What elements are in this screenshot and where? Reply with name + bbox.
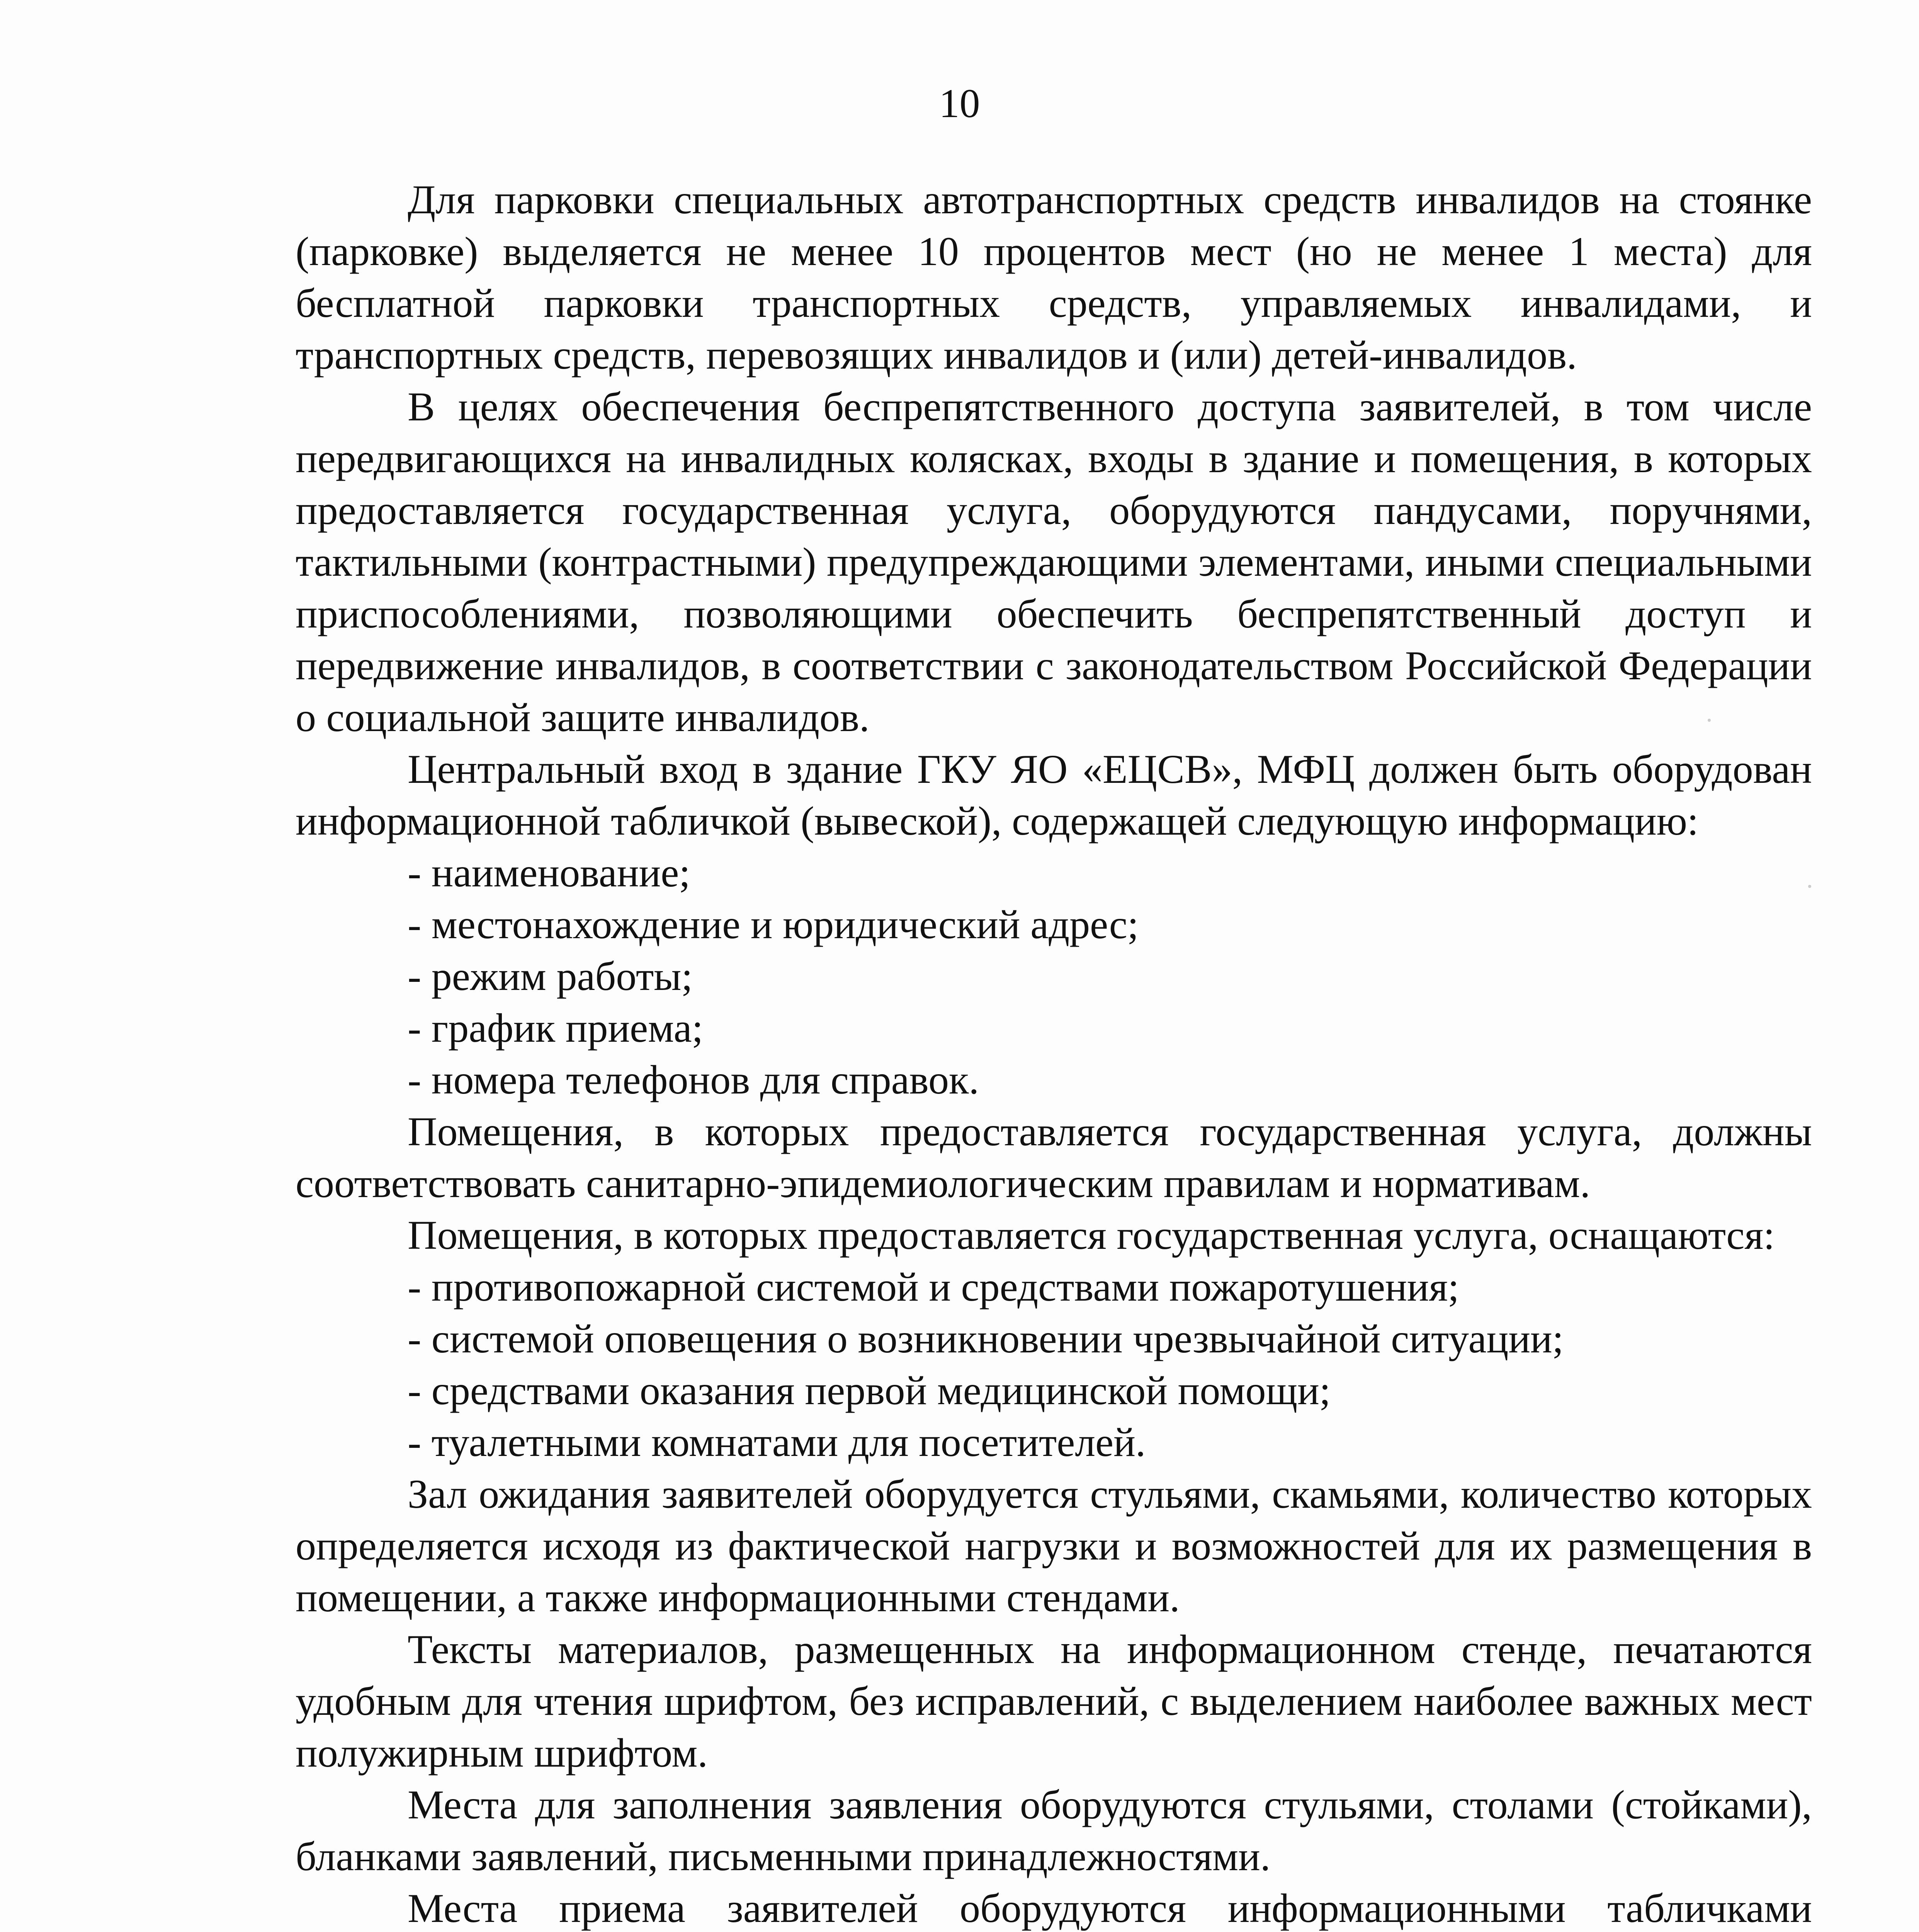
paragraph-waiting-hall: Зал ожидания заявителей оборудуется стульями, скамьями, количество которых определяется исходя из фактической нагрузки и возможностей для их размещения в помещении, а также информационными стендами. xyxy=(296,1471,1812,1620)
list-item: - системой оповещения о возникновении чрезвычайной ситуации; xyxy=(408,1316,1564,1361)
list-item: - противопожарной системой и средствами пожаротушения; xyxy=(408,1264,1459,1310)
premises-equipment-list xyxy=(296,1261,1812,1468)
paragraph-parking: Для парковки специальных автотранспортных средств инвалидов на стоянке (парковке) выделяется не менее 10 процентов мест (но не менее 1 места) для бесплатной парковки транспортных средств, управляемых инвалидами, и транспортных средств, перевозящих инвалидов и (или) детей-инвалидов. xyxy=(296,177,1812,378)
paragraph-premises-equipment: Помещения, в которых предоставляется государственная услуга, оснащаются: xyxy=(408,1213,1775,1258)
list-item: - номера телефонов для справок. xyxy=(408,1057,979,1102)
entrance-sign-list xyxy=(296,847,1812,1106)
scan-speck xyxy=(1708,719,1711,722)
document-body xyxy=(296,174,1812,1932)
paragraph-reception-signs: Места приема заявителей оборудуются информационными табличками xyxy=(408,1886,1812,1931)
list-item: - туалетными комнатами для посетителей. xyxy=(408,1420,1146,1465)
paragraph-premises-norms: Помещения, в которых предоставляется государственная услуга, должны соответствовать санитарно-эпидемиологическим правилам и нормативам. xyxy=(296,1109,1812,1206)
paragraph-entrance-sign: Центральный вход в здание ГКУ ЯО «ЕЦСВ», МФЦ должен быть оборудован информационной табличкой (вывеской), содержащей следующую информацию: xyxy=(296,747,1812,844)
paragraph-accessibility: В целях обеспечения беспрепятственного доступа заявителей, в том числе передвигающихся на инвалидных колясках, входы в здание и помещения, в которых предоставляется государственная услуга, оборудуются пандусами, поручнями, тактильными (контрастными) предупреждающими элементами, иными специальными приспособлениями, позволяющими обеспечить беспрепятственный доступ и передвижение инвалидов, в соответствии с законодательством Российской Федерации о социальной защите инвалидов. xyxy=(296,384,1812,740)
page-number: 10 xyxy=(939,81,980,126)
list-item: - наименование; xyxy=(408,850,690,895)
paragraph-form-filling: Места для заполнения заявления оборудуются стульями, столами (стойками), бланками заявлений, письменными принадлежностями. xyxy=(296,1782,1812,1879)
list-item: - средствами оказания первой медицинской помощи; xyxy=(408,1368,1331,1413)
scan-speck xyxy=(1808,885,1811,888)
paragraph-stand-texts: Тексты материалов, размещенных на информационном стенде, печатаются удобным для чтения шрифтом, без исправлений, с выделением наиболее важных мест полужирным шрифтом. xyxy=(296,1627,1812,1776)
list-item: - график приема; xyxy=(408,1005,704,1051)
list-item: - режим работы; xyxy=(408,954,693,999)
list-item: - местонахождение и юридический адрес; xyxy=(408,902,1139,947)
